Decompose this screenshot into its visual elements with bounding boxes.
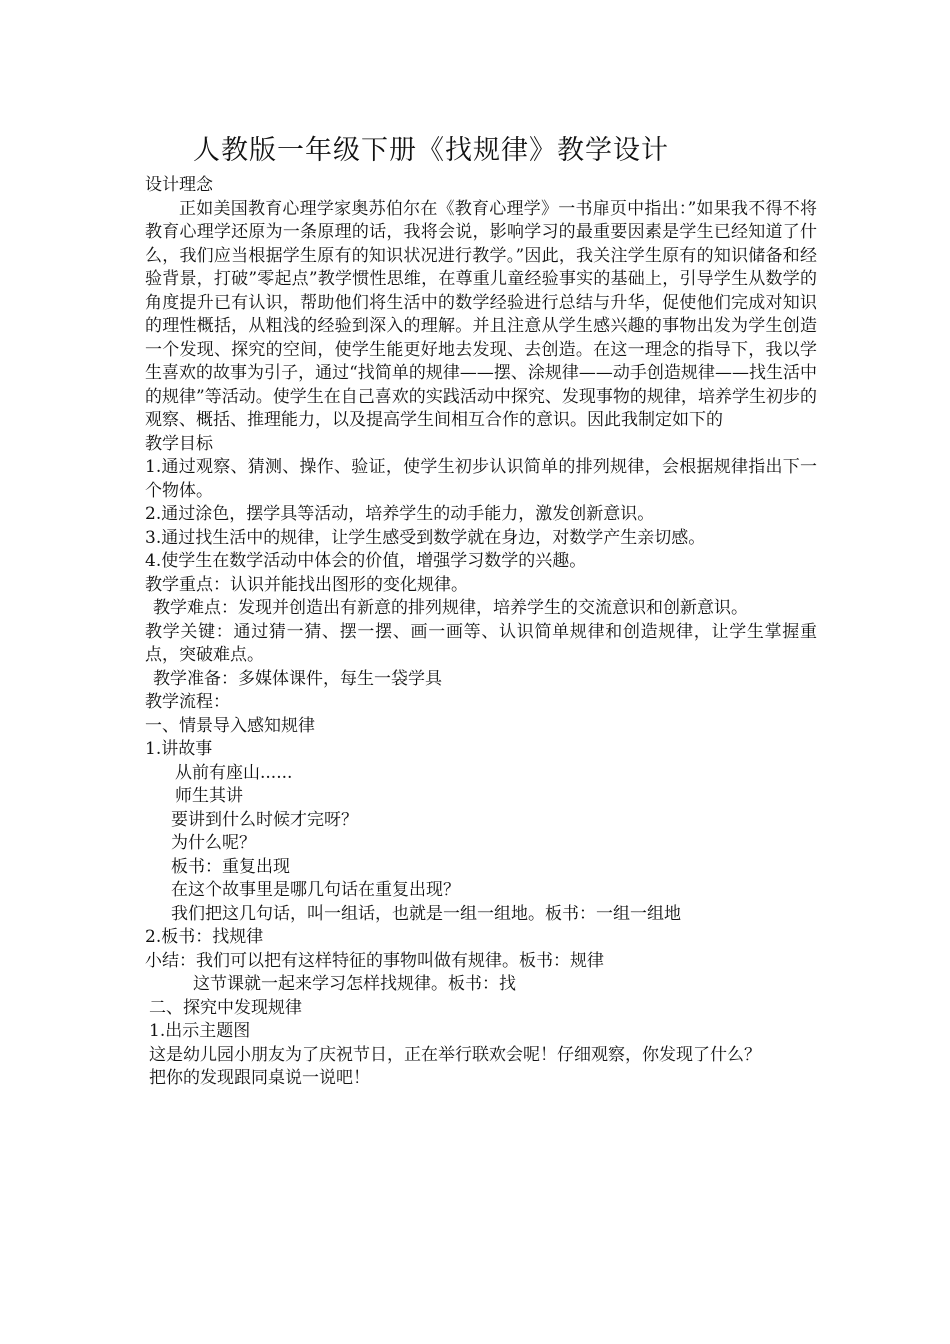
goal-item-2: 2.通过涂色，摆学具等活动，培养学生的动手能力，激发创新意识。 xyxy=(145,504,655,524)
story-line-3: 要讲到什么时候才完呀？ xyxy=(171,809,358,830)
goal-item-3: 3.通过找生活中的规律，让学生感受到数学就在身边，对数学产生亲切感。 xyxy=(145,527,706,548)
part2-item-1: 1.出示主题图 xyxy=(149,1021,251,1041)
part1-item-2: 2.板书：找规律 xyxy=(145,927,264,947)
goal-item-1: 1.通过观察、猜测、操作、验证，使学生初步认识简单的排列规律，会根据规律指出下一个物体。 xyxy=(145,457,817,501)
key-point: 教学重点：认识并能找出图形的变化规律。 xyxy=(145,574,468,595)
story-line-6: 在这个故事里是哪几句话在重复出现？ xyxy=(171,880,460,900)
part1-item-1: 1.讲故事 xyxy=(145,739,213,759)
goals-heading: 教学目标 xyxy=(145,433,213,454)
summary-2: 这节课就一起来学习怎样找规律。板书：找 xyxy=(193,974,516,994)
part1-heading: 一、情景导入感知规律 xyxy=(145,715,315,736)
story-line-1: 从前有座山...... xyxy=(175,762,293,783)
part2-text-2: 把你的发现跟同桌说一说吧！ xyxy=(149,1068,370,1088)
summary: 小结：我们可以把有这样特征的事物叫做有规律。板书：规律 xyxy=(145,950,604,971)
process-heading: 教学流程： xyxy=(145,692,230,712)
document-body xyxy=(145,174,817,1091)
difficulty: 教学难点：发现并创造出有新意的排列规律，培养学生的交流意识和创新意识。 xyxy=(153,598,748,618)
rationale-heading: 设计理念 xyxy=(145,175,213,195)
preparation: 教学准备：多媒体课件，每生一袋学具 xyxy=(153,668,442,689)
story-line-5: 板书：重复出现 xyxy=(171,856,290,877)
goal-item-4: 4.使学生在数学活动中体会的价值，增强学习数学的兴趣。 xyxy=(145,551,587,571)
teaching-key: 教学关键：通过猜一猜、摆一摆、画一画等、认识简单规律和创造规律，让学生掌握重点，突破难点。 xyxy=(145,621,817,665)
document-title: 人教版一年级下册《找规律》教学设计 xyxy=(193,135,669,166)
part2-heading: 二、探究中发现规律 xyxy=(149,997,302,1018)
part2-text-1: 这是幼儿园小朋友为了庆祝节日，正在举行联欢会呢！仔细观察，你发现了什么？ xyxy=(149,1044,761,1065)
story-line-7: 我们把这几句话，叫一组话，也就是一组一组地。板书：一组一组地 xyxy=(171,903,681,924)
story-line-4: 为什么呢？ xyxy=(171,833,256,853)
story-line-2: 师生其讲 xyxy=(175,786,243,806)
rationale-paragraph: 正如美国教育心理学家奥苏伯尔在《教育心理学》一书扉页中指出：”如果我不得不将教育心理学还原为一条原理的话，我将会说，影响学习的最重要因素是学生已经知道了什么，我们应当根据学生原有的知识状况进行教学。”因此，我关注学生原有的知识储备和经验背景，打破”零起点”教学惯性思维，在尊重儿童经验事实的基础上，引导学生从数学的角度提升已有认识，帮助他们将生活中的数学经验进行总结与升华，促使他们完成对知识的理性概括，从粗浅的经验到深入的理解。并且注意从学生感兴趣的事物出发为学生创造一个发现、探究的空间，使学生能更好地去发现、去创造。在这一理念的指导下，我以学生喜欢的故事为引子，通过“找简单的规律——摆、涂规律——动手创造规律——找生活中的规律”等活动。使学生在自己喜欢的实践活动中探究、发现事物的规律，培养学生初步的观察、概括、推理能力，以及提高学生间相互合作的意识。因此我制定如下的 xyxy=(145,198,817,430)
